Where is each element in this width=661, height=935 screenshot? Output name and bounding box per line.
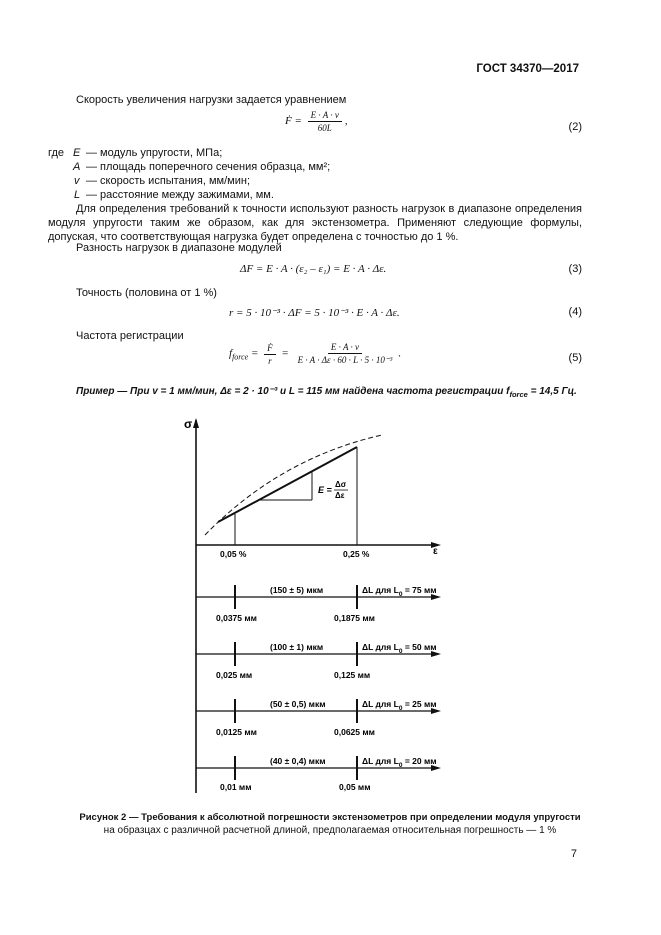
scale-2-l0: 0: [398, 648, 403, 655]
example-tail: = 14,5 Гц.: [527, 386, 577, 397]
eq5-eq2: =: [281, 347, 289, 360]
scale-3-dl: [362, 699, 437, 712]
scale-1-range: (150 ± 5) мкм: [270, 585, 324, 595]
scale-3-l0: 0: [398, 705, 403, 712]
equation-3: ΔF = E · A · (ε₂ – ε₁) = E · A · Δε.: [240, 263, 387, 275]
intro-text: Скорость увеличения нагрузки задается уравнением: [76, 94, 347, 106]
strain-low-label: 0,05 %: [220, 549, 247, 559]
scale-2-range: (100 ± 1) мкм: [270, 642, 324, 652]
scale-1-dl: [362, 585, 437, 598]
where-sym-a: A: [73, 161, 81, 173]
eq5-tail: .: [398, 347, 402, 360]
scale-3-range: (50 ± 0,5) мкм: [270, 699, 326, 709]
eps-label: ε: [433, 546, 438, 557]
scale-2-eq: = 50 мм: [402, 642, 437, 652]
scale-4-right-label: 0,05 мм: [339, 782, 371, 792]
where-lead: где: [48, 147, 65, 159]
scale-4-dl-text: ΔL для L: [362, 756, 399, 766]
difference-label: Разность нагрузок в диапазоне модулей: [76, 242, 282, 254]
scale-2-left-label: 0,025 мм: [216, 670, 253, 680]
scale-1-eq: = 75 мм: [402, 585, 437, 595]
scale-3-left-label: 0,0125 мм: [216, 727, 257, 737]
sigma-arrow-icon: [193, 418, 199, 428]
example-main: Пример — При v = 1 мм/мин, Δε = 2 · 10⁻³ и L = 115 мм найдена частота регистрации f: [76, 386, 510, 397]
stress-strain-curve: [205, 435, 382, 535]
scale-3-eq: = 25 мм: [402, 699, 437, 709]
eq5-sub: force: [232, 352, 249, 362]
eq5-num1: Ḟ: [264, 343, 276, 355]
eq2-lhs: Ḟ =: [285, 115, 302, 128]
figure-caption-line-2: на образцах с различной расчетной длиной, предполагаемая относительная погрешность — 1 %: [103, 825, 557, 836]
scale-4-dl: [362, 756, 437, 769]
scale-1-l0: 0: [398, 591, 403, 598]
page-number: 7: [570, 848, 577, 860]
scale-1-dl-text: ΔL для L: [362, 585, 399, 595]
where-text-v: — скорость испытания, мм/мин;: [86, 175, 251, 187]
where-text-l: — расстояние между зажимами, мм.: [86, 189, 274, 201]
scale-4-l0: 0: [398, 762, 403, 769]
equation-3-number: (3): [568, 263, 582, 275]
eq2-denominator: 60L: [317, 123, 332, 133]
where-sym-v: v: [74, 175, 80, 187]
eq5-den2: E · A · Δε · 60 · L · 5 · 10⁻³: [297, 355, 393, 365]
accuracy-label: Точность (половина от 1 %): [76, 287, 217, 299]
modulus-lhs: E =: [318, 485, 332, 495]
sigma-label: σ: [184, 417, 193, 431]
equation-4-number: (4): [568, 306, 582, 318]
equation-5-number: (5): [568, 352, 582, 364]
scale-4-eq: = 20 мм: [402, 756, 437, 766]
document-header: ГОСТ 34370—2017: [476, 63, 579, 75]
equation-2-number: (2): [568, 121, 582, 133]
strain-high-label: 0,25 %: [343, 549, 370, 559]
scale-1-right-label: 0,1875 мм: [334, 613, 375, 623]
frequency-label: Частота регистрации: [76, 330, 184, 342]
where-sym-e: E: [73, 147, 81, 159]
scale-3-dl-text: ΔL для L: [362, 699, 399, 709]
scale-2-dl-text: ΔL для L: [362, 642, 399, 652]
scale-4-left-label: 0,01 мм: [220, 782, 252, 792]
scale-2-right-label: 0,125 мм: [334, 670, 371, 680]
scale-1-left-label: 0,0375 мм: [216, 613, 257, 623]
eq5-den1: r: [268, 355, 272, 366]
scale-3-right-label: 0,0625 мм: [334, 727, 375, 737]
where-sym-l: L: [74, 189, 81, 201]
scale-2-dl: [362, 642, 437, 655]
paragraph-accuracy: Для определения требований к точности используют разность нагрузок в диапазоне определения модуля упругости таким же образом, как для экстензометра. Применяют следующие формулы, допуская, что соответствующая нагрузка будет определена с точностью до 1 %.: [48, 203, 582, 244]
where-text-e: — модуль упругости, МПа;: [86, 147, 223, 159]
where-text-a: — площадь поперечного сечения образца, мм²;: [86, 161, 331, 173]
example-sub: force: [509, 390, 528, 399]
scale-4-range: (40 ± 0,4) мкм: [270, 756, 326, 766]
eq5-num2: E · A · v: [328, 342, 362, 354]
figure-caption-line-1: Рисунок 2 — Требования к абсолютной погрешности экстензометров при определении модуля упругости: [79, 812, 581, 823]
modulus-num: Δσ: [335, 480, 347, 489]
eq5-lhs: f: [229, 347, 233, 360]
eq5-eq1: =: [250, 347, 259, 360]
eq2-numerator: E · A · v: [308, 110, 342, 122]
equation-4: r = 5 · 10⁻³ · ΔF = 5 · 10⁻³ · E · A · Δε.: [229, 307, 400, 319]
modulus-den: Δε: [335, 491, 345, 500]
eq2-tail: ,: [344, 115, 348, 128]
